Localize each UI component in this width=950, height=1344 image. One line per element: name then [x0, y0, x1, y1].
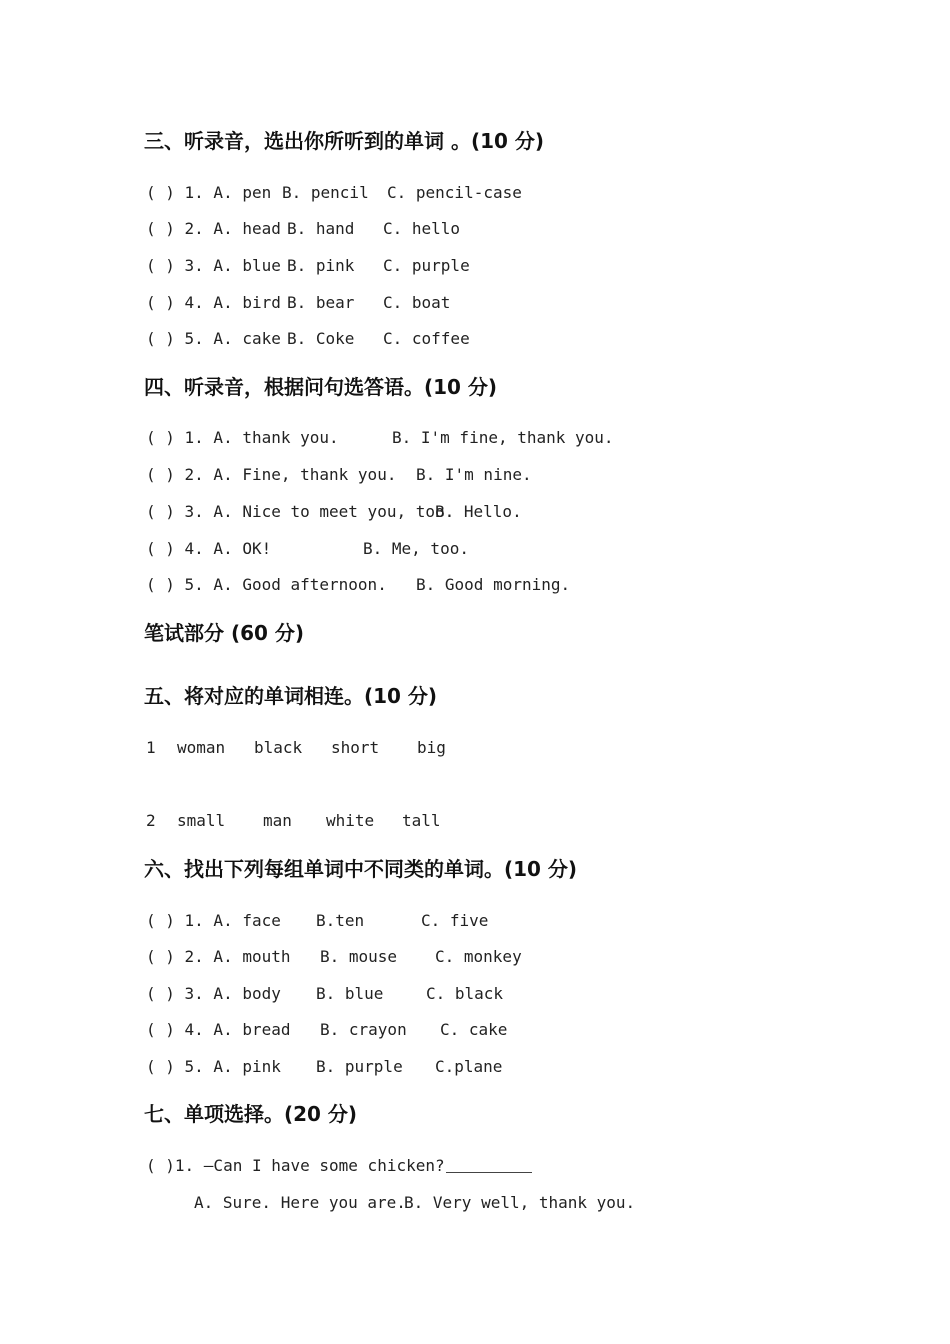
question-row: ( ) 3. A. body B. blue C. black [146, 984, 504, 1003]
question-row: ( ) 1. A. thank you. B. I'm fine, thank you. [146, 428, 614, 447]
section-5-title: 五、将对应的单词相连。(10 分) [144, 684, 438, 708]
matching-row: 1 woman black short big [146, 738, 446, 757]
written-part-title: 笔试部分 (60 分) [144, 621, 305, 645]
question-row: ( ) 2. A. head B. hand C. hello [146, 219, 461, 238]
question-row: ( ) 2. A. mouth B. mouse C. monkey [146, 947, 522, 966]
question-row: ( ) 1. A. pen B. pencil C. pencil-case [146, 183, 522, 202]
question-row: ( ) 3. A. blue B. pink C. purple [146, 256, 470, 275]
question-row: ( ) 4. A. bread B. crayon C. cake [146, 1020, 508, 1039]
question-row: ( ) 5. A. cake B. Coke C. coffee [146, 329, 470, 348]
matching-row: 2 small man white tall [146, 811, 441, 830]
question-text: ( )1. —Can I have some chicken? [146, 1156, 445, 1175]
question-row: ( ) 5. A. Good afternoon. B. Good morning. [146, 575, 571, 594]
option-row: A. Sure. Here you are. B. Very well, thank you. [194, 1193, 636, 1212]
question-row: ( ) 2. A. Fine, thank you. B. I'm nine. [146, 465, 532, 484]
question-row: ( ) 5. A. pink B. purple C.plane [146, 1057, 503, 1076]
question-row: ( ) 3. A. Nice to meet you, too. B. Hello. [146, 502, 522, 521]
section-4-title: 四、听录音，根据问句选答语。(10 分) [144, 375, 498, 399]
answer-blank[interactable] [446, 1172, 532, 1173]
section-6-title: 六、找出下列每组单词中不同类的单词。(10 分) [144, 857, 578, 881]
question-row: ( ) 4. A. bird B. bear C. boat [146, 293, 451, 312]
question-row: ( ) 4. A. OK! B. Me, too. [146, 539, 469, 558]
question-row: ( ) 1. A. face B.ten C. five [146, 911, 489, 930]
section-7-title: 七、单项选择。(20 分) [144, 1102, 358, 1126]
section-3-title: 三、听录音，选出你所听到的单词 。(10 分) [144, 129, 545, 153]
